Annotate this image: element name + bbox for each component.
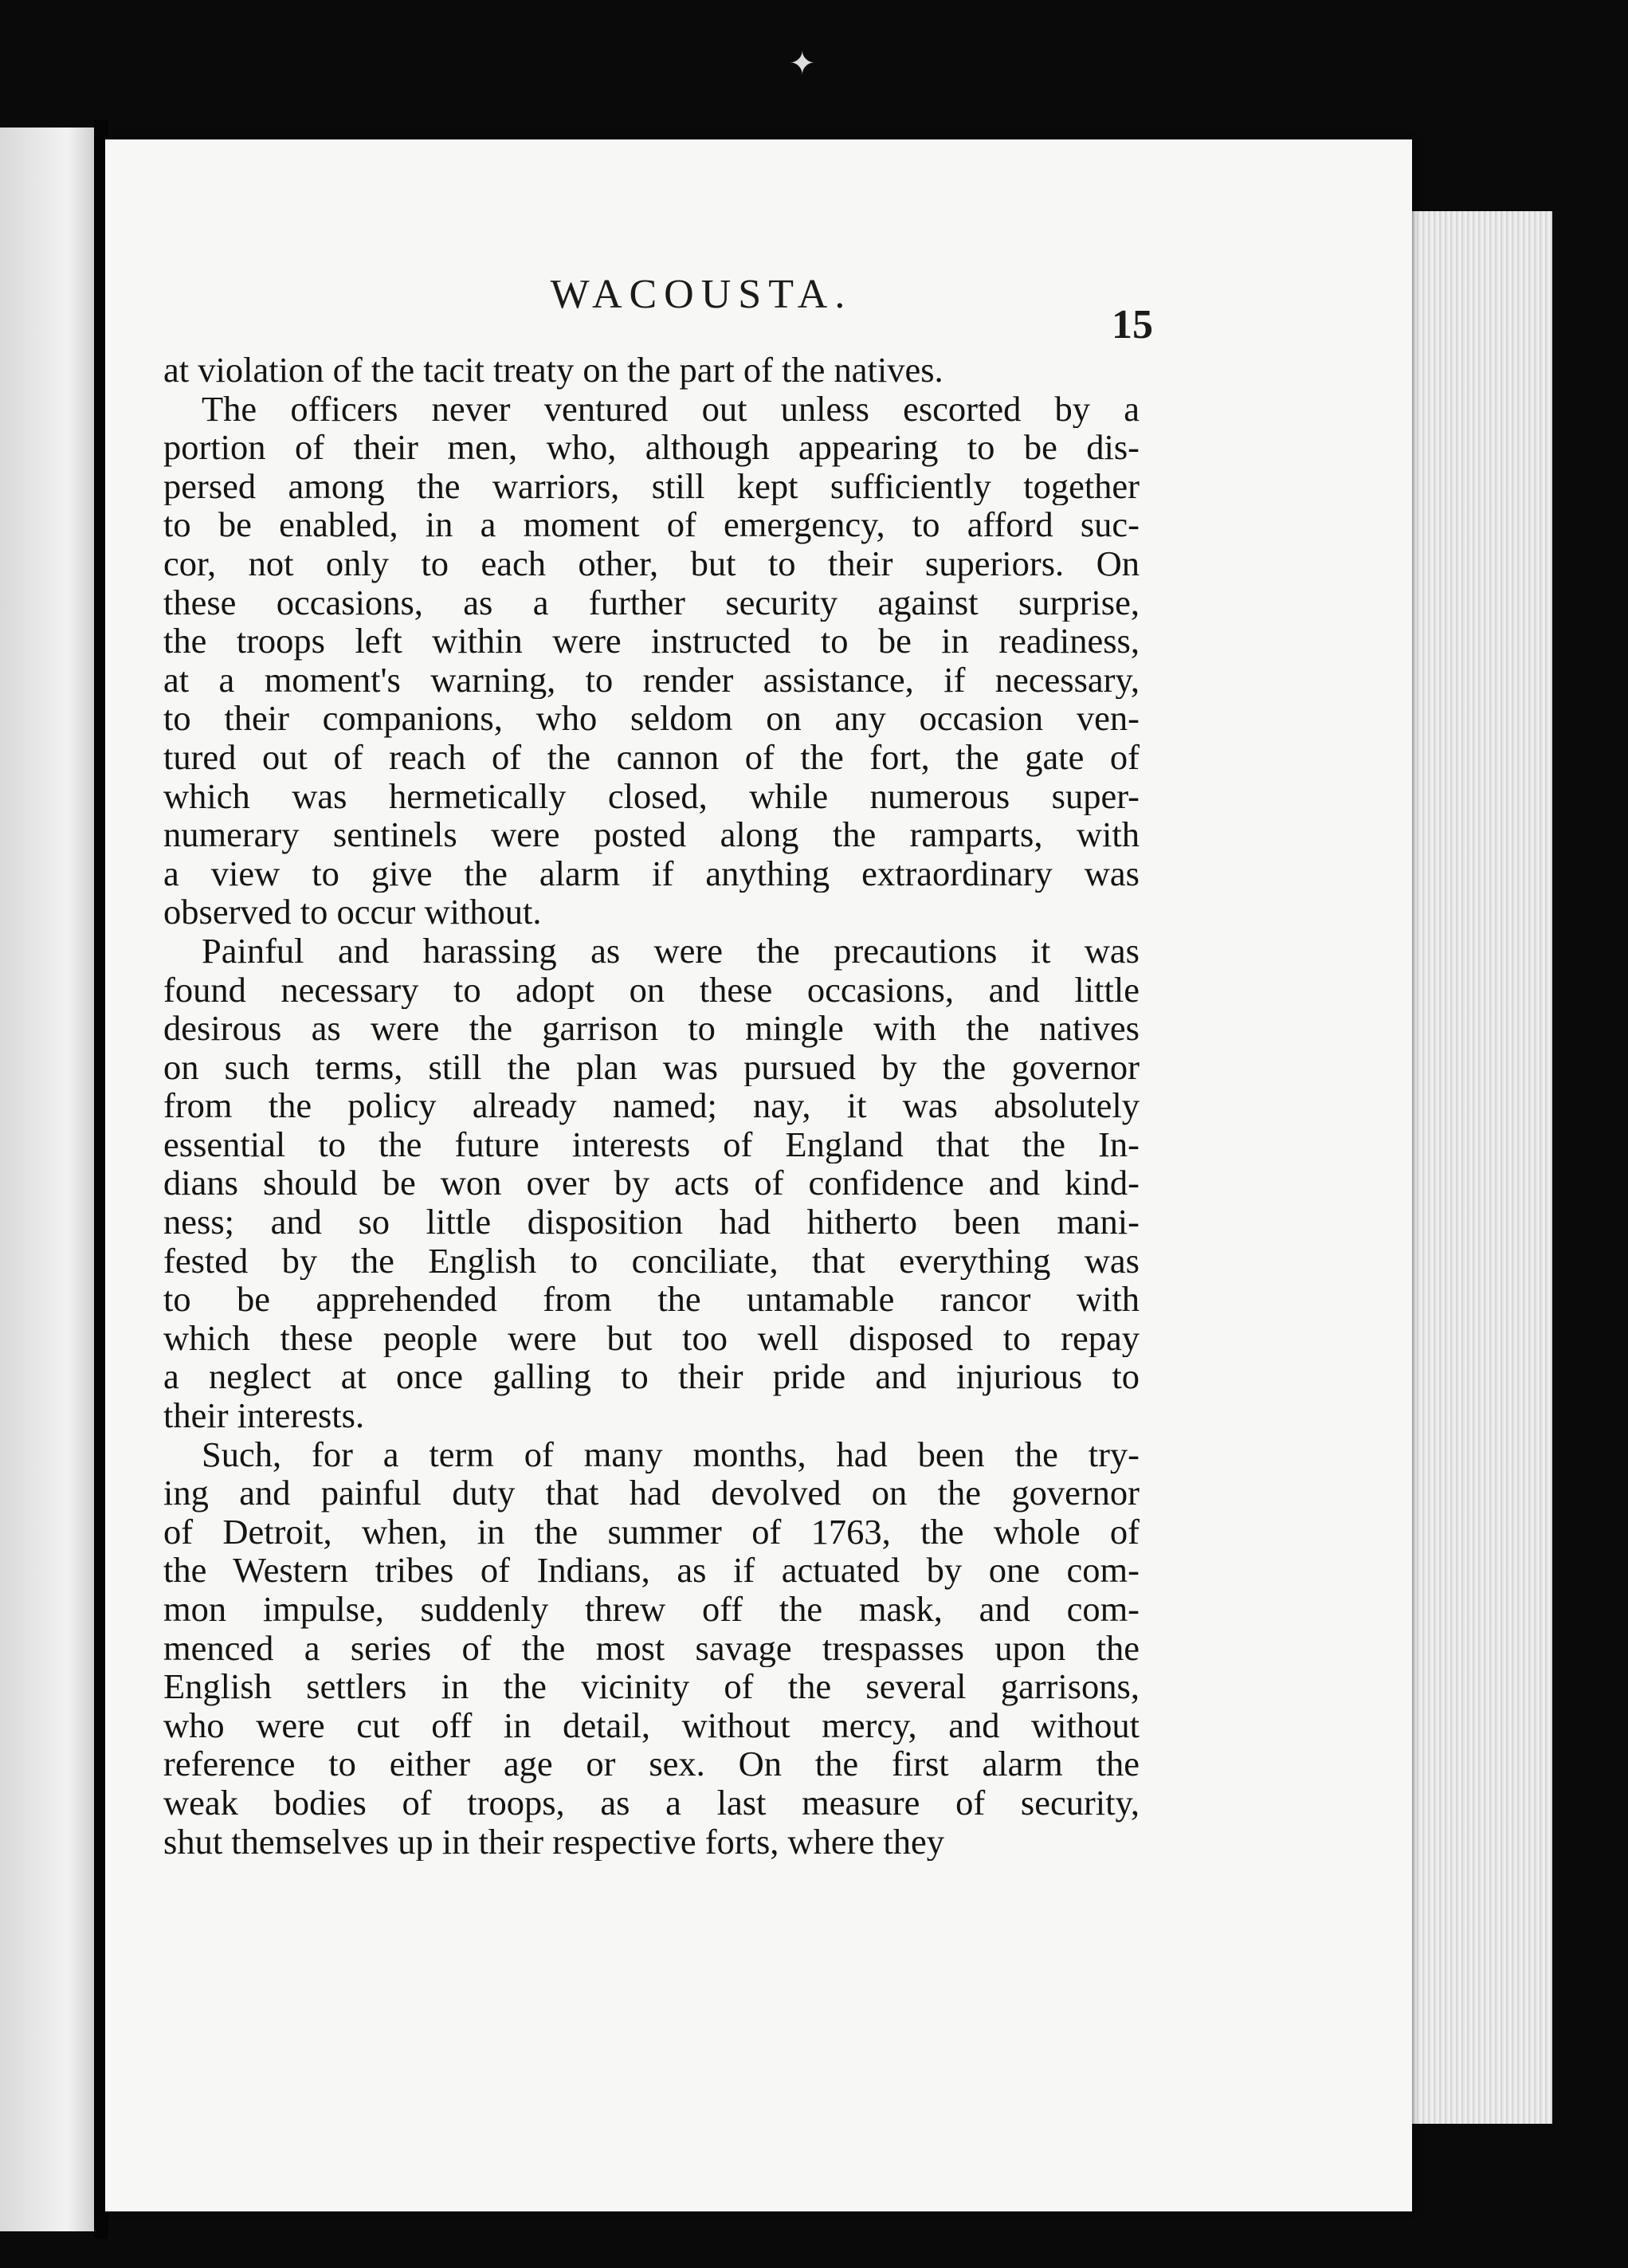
page-number: 15 (1112, 302, 1153, 347)
text-line: ness; and so little disposition had hitherto been mani- (163, 1203, 1140, 1242)
text-line: at a moment's warning, to render assistance, if necessary, (163, 660, 1140, 700)
text-line: which was hermetically closed, while numerous super- (163, 776, 1140, 816)
text-line: which these people were but too well disposed to repay (163, 1318, 1140, 1358)
text-line: who were cut off in detail, without mercy, and without (163, 1705, 1140, 1745)
text-line: shut themselves up in their respective forts, where they (163, 1822, 944, 1862)
text-line: mon impulse, suddenly threw off the mask, and com- (163, 1590, 1140, 1629)
running-title: WACOUSTA. (550, 272, 853, 317)
paragraph (163, 390, 1140, 932)
text-line: fested by the English to conciliate, that everything was (163, 1241, 1140, 1281)
text-line: Painful and harassing as were the precautions it was (202, 931, 1140, 971)
text-line: Such, for a term of many months, had been the try- (202, 1434, 1140, 1474)
text-line: on such terms, still the plan was pursued by the governor (163, 1047, 1140, 1087)
text-line: of Detroit, when, in the summer of 1763, the whole of (163, 1512, 1140, 1552)
text-line: desirous as were the garrison to mingle with the natives (163, 1009, 1140, 1048)
body-text (163, 351, 1140, 1861)
text-line: numerary sentinels were posted along the ramparts, with (163, 815, 1140, 854)
text-line: tured out of reach of the cannon of the fort, the gate of (163, 737, 1140, 777)
text-line: menced a series of the most savage trespasses upon the (163, 1628, 1140, 1668)
facing-page-edge (0, 128, 96, 2231)
text-line: their interests. (163, 1396, 365, 1435)
text-line: these occasions, as a further security against surprise, (163, 583, 1140, 622)
text-line: persed among the warriors, still kept sufficiently together (163, 466, 1140, 506)
text-line: dians should be won over by acts of confidence and kind- (163, 1163, 1140, 1203)
text-line: essential to the future interests of England that the In- (163, 1124, 1140, 1164)
text-line: to be apprehended from the untamable rancor with (163, 1280, 1140, 1319)
scan-speck-icon: ✦ (789, 45, 816, 81)
page-block-edge (1402, 211, 1554, 2124)
paragraph (163, 932, 1140, 1435)
text-line: to their companions, who seldom on any occasion ven- (163, 699, 1140, 738)
text-line: to be enabled, in a moment of emergency, to afford suc- (163, 505, 1140, 544)
text-line: observed to occur without. (163, 893, 542, 932)
text-line: the troops left within were instructed to be in readiness, (163, 622, 1140, 661)
text-line: ing and painful duty that had devolved on the governor (163, 1473, 1140, 1513)
paragraph (163, 1435, 1140, 1862)
text-line: a view to give the alarm if anything extraordinary was (163, 853, 1140, 893)
text-line: portion of their men, who, although appearing to be dis- (163, 428, 1140, 467)
text-line: English settlers in the vicinity of the several garrisons, (163, 1667, 1140, 1706)
text-line: a neglect at once galling to their pride and injurious to (163, 1357, 1140, 1397)
text-line: The officers never ventured out unless escorted by a (202, 389, 1140, 429)
text-line: from the policy already named; nay, it was absolutely (163, 1086, 1140, 1125)
scan-background (1552, 191, 1628, 2152)
text-line: at violation of the tacit treaty on the part of the natives. (163, 351, 943, 390)
text-line: found necessary to adopt on these occasions, and little (163, 970, 1140, 1010)
text-line: weak bodies of troops, as a last measure of security, (163, 1783, 1140, 1823)
text-line: the Western tribes of Indians, as if actuated by one com- (163, 1551, 1140, 1590)
paragraph (163, 351, 1140, 390)
text-line: reference to either age or sex. On the first alarm the (163, 1744, 1140, 1783)
text-line: cor, not only to each other, but to their superiors. On (163, 543, 1140, 583)
